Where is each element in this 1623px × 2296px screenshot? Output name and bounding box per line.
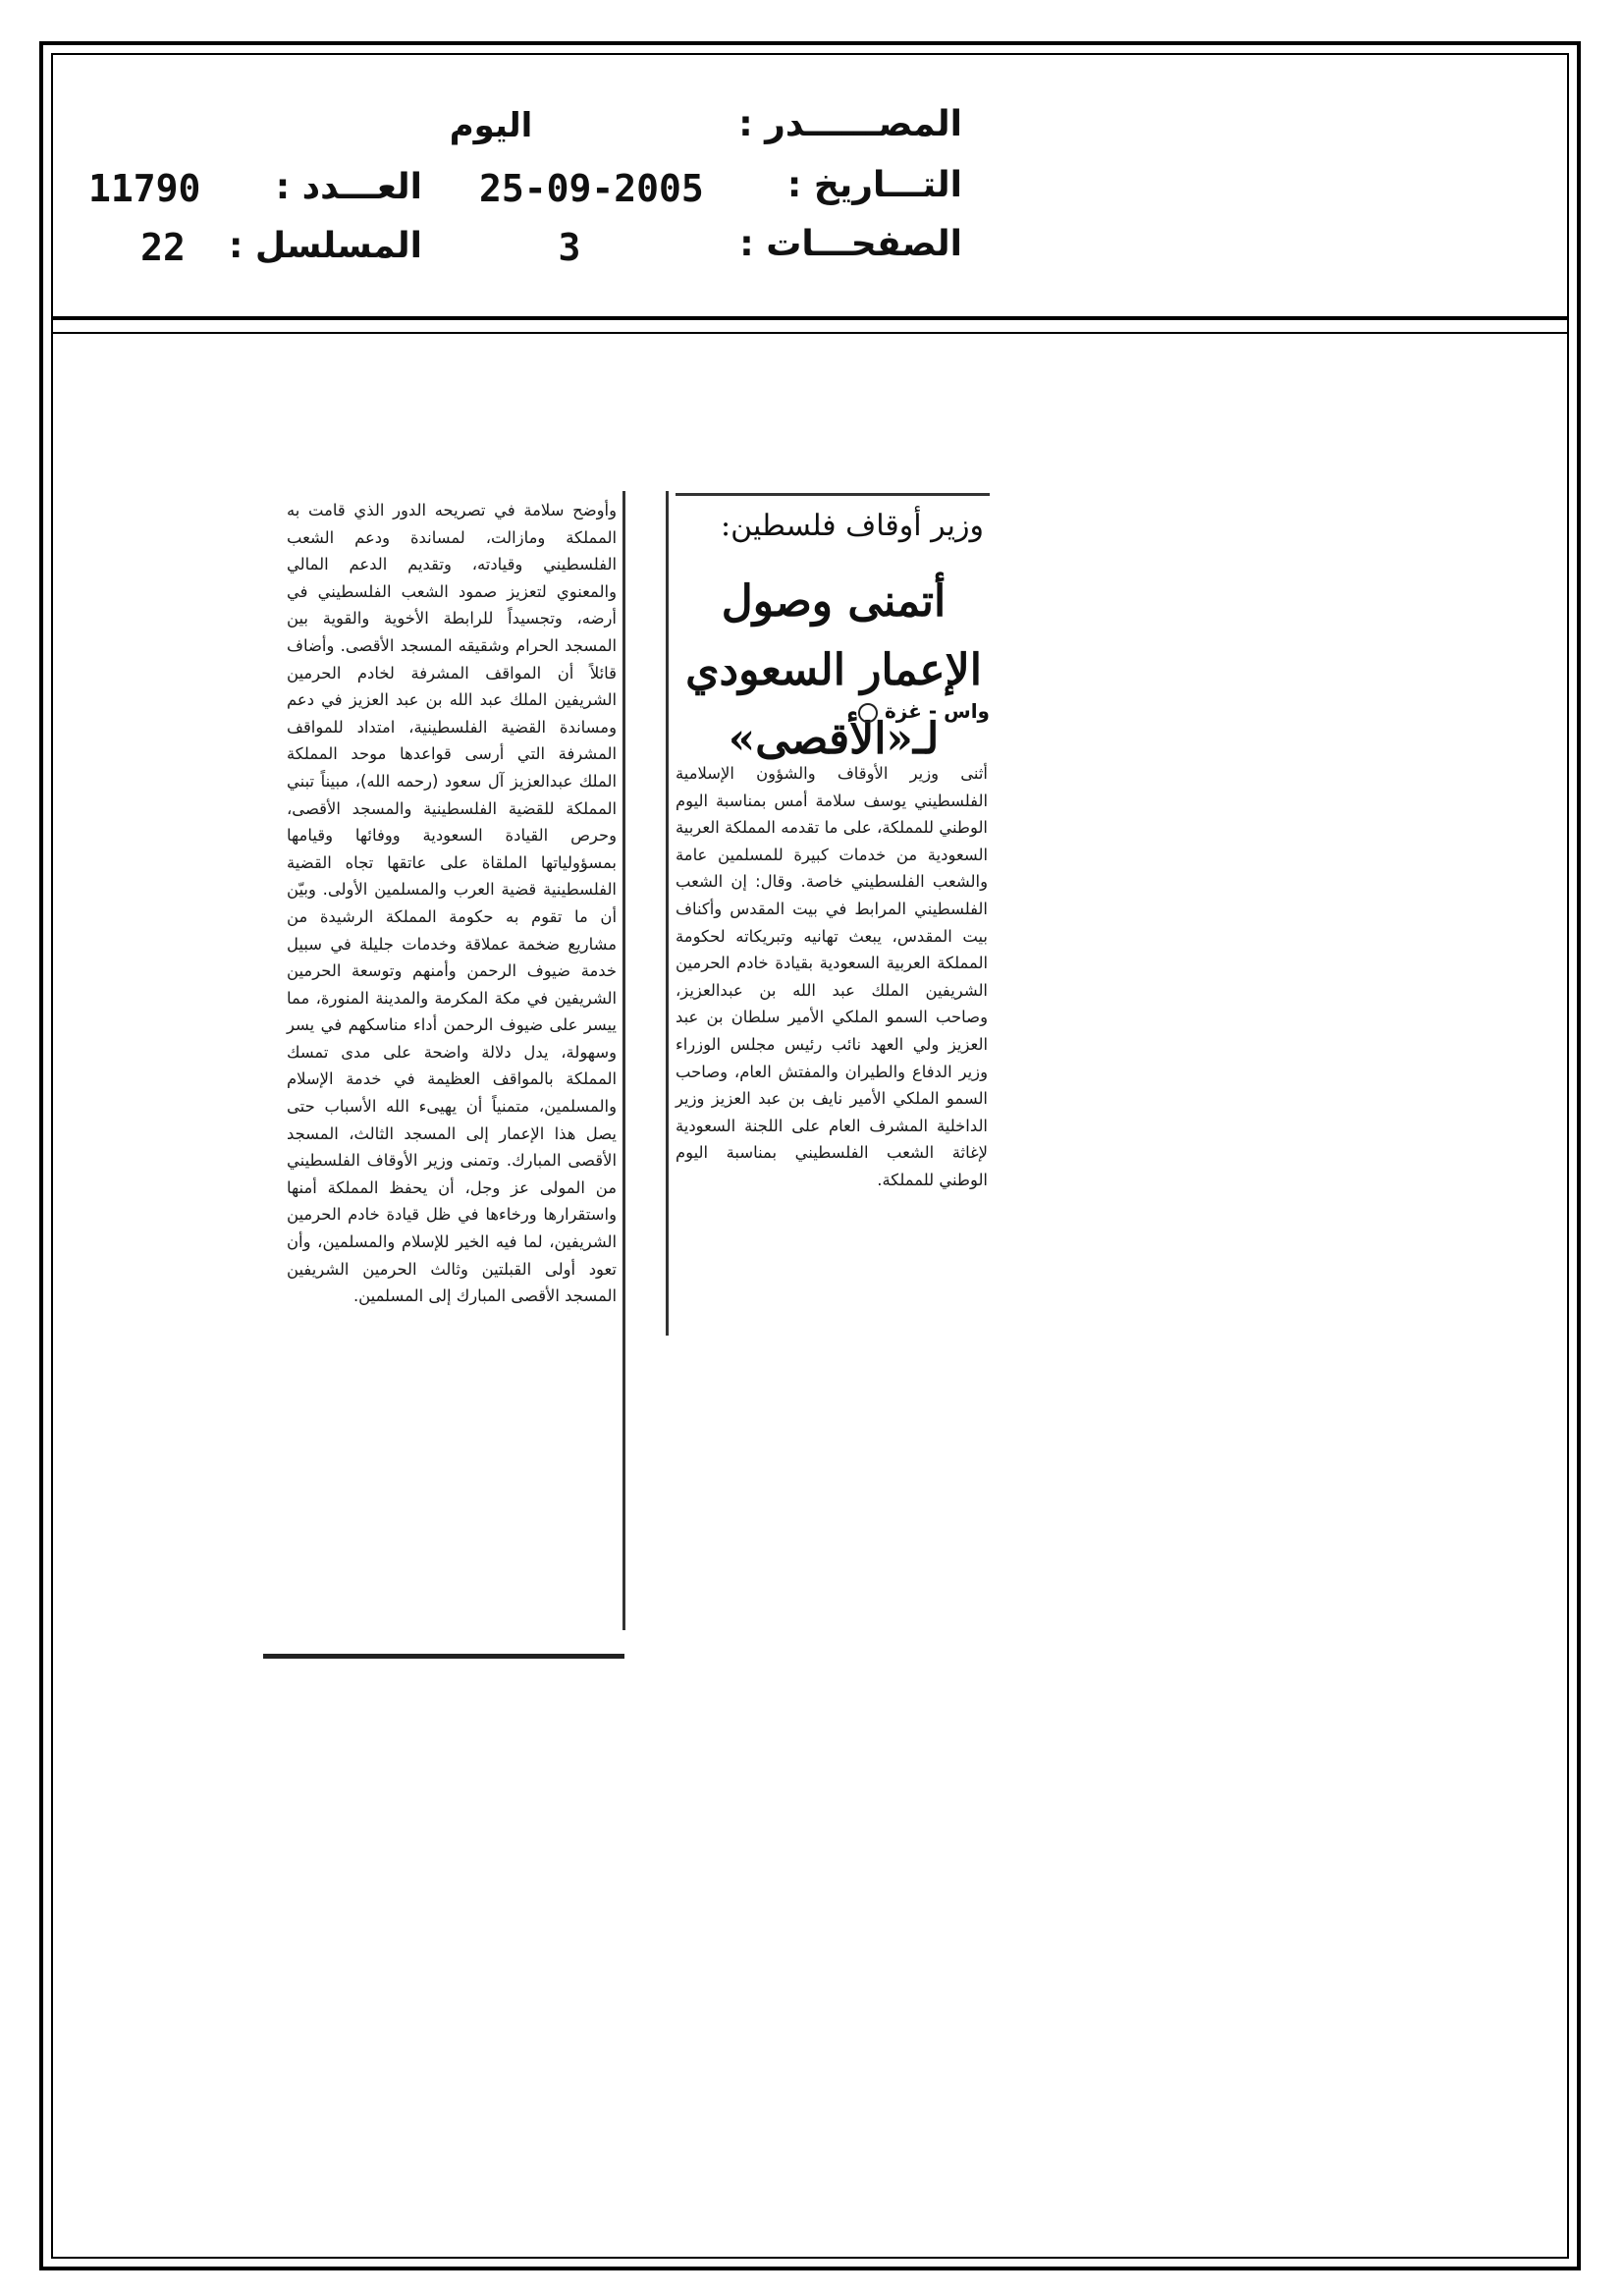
- agency-logo-icon: [858, 703, 878, 723]
- source-value: اليوم: [449, 106, 533, 145]
- article-column-2: [287, 497, 617, 1310]
- article-column-1-text: أثنى وزير الأوقاف والشؤون الإسلامية الفلسطيني يوسف سلامة أمس بمناسبة اليوم الوطني للمملكة، على ما تقدمه المملكة العربية السعودية من خدمات كبيرة للمسلمين عامة والشعب الفلسطيني خاصة. وقال: إن الشعب الفلسطيني المرابط في بيت المقدس وأكناف بيت المقدس، يبعث تهانيه وتبريكاته لحكومة المملكة العربية السعودية بقيادة خادم الحرمين الشريفين الملك عبد الله بن عبدالعزيز، وصاحب السمو الملكي الأمير سلطان بن عبد العزيز ولي العهد نائب رئيس مجلس الوزراء وزير الدفاع والطيران والمفتش العام، وصاحب السمو الملكي الأمير نايف بن عبد العزيز وزير الداخلية المشرف العام على اللجنة السعودية لإغاثة الشعب الفلسطيني بمناسبة اليوم الوطني للمملكة.: [676, 764, 988, 1189]
- serial-label: المسلسل :: [228, 226, 422, 266]
- header-divider: [51, 316, 1569, 320]
- source-label: المصــــــدر :: [738, 104, 962, 144]
- issue-label: العـــدد :: [275, 167, 422, 207]
- header-divider-thin: [51, 332, 1569, 334]
- pages-value: 3: [558, 226, 581, 269]
- article-byline: [677, 699, 990, 723]
- serial-value: 22: [140, 226, 186, 269]
- issue-value: 11790: [88, 167, 201, 210]
- article-column-2-text: وأوضح سلامة في تصريحه الدور الذي قامت به المملكة ومازالت، لمساندة ودعم الشعب الفلسطيني وقيادته، وتقديم الدعم المالي والمعنوي لتعزيز صمود الشعب الفلسطيني في أرضه، وتجسيداً للرابطة الأخوية والقوية بين المسجد الحرام وشقيقه المسجد الأقصى. وأضاف قائلاً أن المواقف المشرفة لخادم الحرمين الشريفين الملك عبد الله بن عبد العزيز في دعم ومساندة القضية الفلسطينية، امتداد للمواقف المشرفة التي أرسى قواعدها موحد المملكة الملك عبدالعزيز آل سعود (رحمه الله)، مبيناً تبني المملكة للقضية الفلسطينية والمسجد الأقصى، وحرص القيادة السعودية ووفائها وقيامها بمسؤولياتها الملقاة على عاتقها تجاه القضية الفلسطينية قضية العرب والمسلمين الأولى. وبيّن أن ما تقوم به حكومة المملكة الرشيدة من مشاريع ضخمة عملاقة وخدمات جليلة في سبيل خدمة ضيوف الرحمن وأمنهم وتوسعة الحرمين الشريفين في مكة المكرمة والمدينة المنورة، مما ييسر على ضيوف الرحمن أداء مناسكهم في يسر وسهولة، يدل دلالة واضحة على مدى تمسك المملكة بالمواقف العظيمة في خدمة الإسلام والمسلمين، متمنياً أن يهيىء الله الأسباب حتى يصل هذا الإعمار إلى المسجد الثالث، المسجد الأقصى المبارك. وتمنى وزير الأوقاف الفلسطيني من المولى عز وجل، أن يحفظ المملكة أمنها واستقرارها ورخاءها في ظل قيادة خادم الحرمين الشريفين، لما فيه الخير للإسلام والمسلمين، وأن تعود أولى القبلتين وثالث الحرمين الشريفين المسجد الأقصى المبارك إلى المسلمين.: [287, 501, 617, 1306]
- byline-text: واس - غزة: [884, 699, 990, 723]
- date-label: التـــاريخ :: [786, 165, 962, 205]
- date-value: 25-09-2005: [479, 167, 704, 210]
- article-column-1: [676, 760, 988, 1194]
- clipping-bottom-rule: [263, 1654, 624, 1659]
- pages-label: الصفحـــات :: [739, 224, 962, 264]
- article-kicker: وزير أوقاف فلسطين:: [721, 509, 984, 543]
- article-headline: أتمنى وصول الإعمار السعودي لـ«الأقصى»: [685, 576, 982, 764]
